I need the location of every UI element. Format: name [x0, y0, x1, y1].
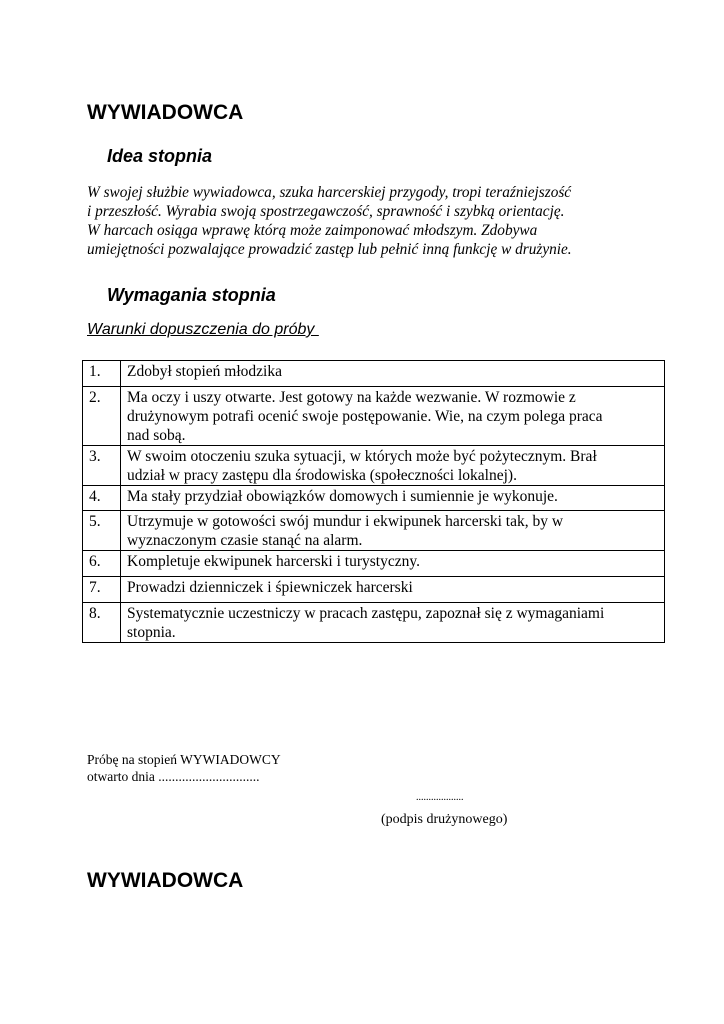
conditions-heading: Warunki dopuszczenia do próby	[87, 321, 319, 338]
row-number: 2.	[83, 387, 121, 446]
bottom-heading: WYWIADOWCA	[87, 869, 244, 892]
table-row	[83, 446, 665, 486]
row-line: Prowadzi dzienniczek i śpiewniczek harcerski	[127, 579, 413, 596]
idea-line: W harcach osiąga wprawę którą może zaimponować młodszym. Zdobywa	[87, 222, 538, 239]
row-line: wyznaczonym czasie stanąć na alarm.	[127, 532, 363, 549]
table-row	[83, 603, 665, 643]
table-row	[83, 486, 665, 511]
row-text	[121, 361, 665, 387]
row-line: Utrzymuje w gotowości swój mundur i ekwipunek harcerski tak, by w	[127, 513, 564, 530]
table-row	[83, 551, 665, 577]
row-line: Zdobył stopień młodzika	[127, 363, 282, 380]
title-heading: WYWIADOWCA	[87, 101, 244, 124]
row-number: 6.	[83, 551, 121, 577]
row-number: 1.	[83, 361, 121, 387]
signature-dots: ...................	[416, 792, 464, 803]
row-line: udział w pracy zastępu dla środowiska (społeczności lokalnej).	[127, 467, 517, 484]
row-text	[121, 387, 665, 446]
requirements-table	[82, 360, 665, 643]
row-text	[121, 603, 665, 643]
row-line: W swoim otoczeniu szuka sytuacji, w których może być pożytecznym. Brał	[127, 448, 597, 465]
row-text	[121, 446, 665, 486]
row-text	[121, 551, 665, 577]
row-line: drużynowym potrafi ocenić swoje postępowanie. Wie, na czym polega praca	[127, 408, 603, 425]
trial-date-line: otwarto dnia ..............................	[87, 769, 260, 784]
idea-line: i przeszłość. Wyrabia swoją spostrzegawczość, sprawność i szybką orientację.	[87, 203, 565, 220]
signature-label: (podpis drużynowego)	[381, 812, 508, 827]
row-line: Ma stały przydział obowiązków domowych i sumiennie je wykonuje.	[127, 488, 558, 505]
row-number: 8.	[83, 603, 121, 643]
row-text	[121, 577, 665, 603]
idea-line: W swojej służbie wywiadowca, szuka harcerskiej przygody, tropi teraźniejszość	[87, 184, 572, 201]
idea-heading: Idea stopnia	[107, 146, 213, 166]
table-row	[83, 387, 665, 446]
row-number: 5.	[83, 511, 121, 551]
table-row	[83, 577, 665, 603]
row-text	[121, 511, 665, 551]
requirements-heading: Wymagania stopnia	[107, 285, 276, 305]
row-number: 3.	[83, 446, 121, 486]
row-line: Kompletuje ekwipunek harcerski i turystyczny.	[127, 553, 420, 570]
row-line: stopnia.	[127, 624, 176, 641]
idea-line: umiejętności pozwalające prowadzić zastęp lub pełnić inną funkcję w drużynie.	[87, 241, 572, 258]
trial-opened-line: Próbę na stopień WYWIADOWCY	[87, 752, 281, 767]
row-number: 7.	[83, 577, 121, 603]
row-text	[121, 486, 665, 511]
table-row	[83, 361, 665, 387]
table-row	[83, 511, 665, 551]
row-line: nad sobą.	[127, 427, 186, 444]
row-line: Systematycznie uczestniczy w pracach zastępu, zapoznał się z wymaganiami	[127, 605, 605, 622]
idea-paragraph	[87, 183, 647, 259]
row-line: Ma oczy i uszy otwarte. Jest gotowy na każde wezwanie. W rozmowie z	[127, 389, 576, 406]
row-number: 4.	[83, 486, 121, 511]
